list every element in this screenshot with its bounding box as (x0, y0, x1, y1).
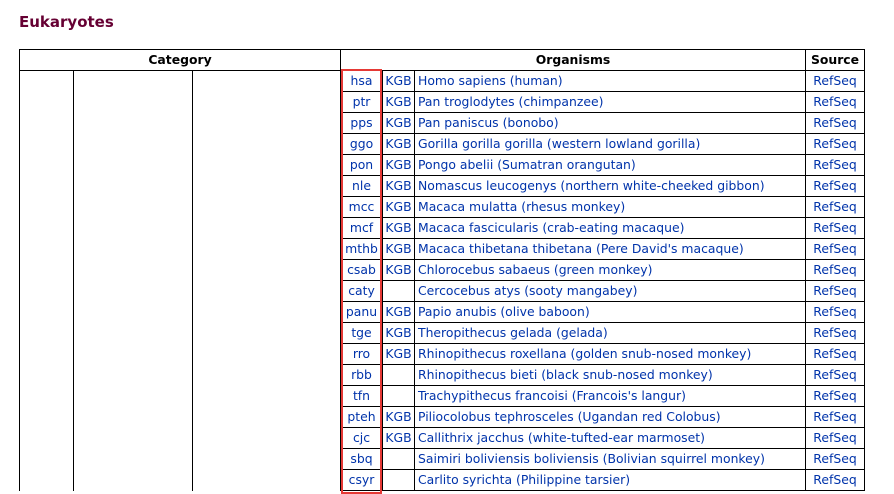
organism-code-link[interactable]: pps (350, 115, 373, 130)
kgb-link[interactable]: KGB (385, 178, 412, 193)
organism-code-cell (341, 281, 383, 302)
category-cell-1 (20, 344, 74, 365)
source-cell (806, 71, 865, 92)
source-cell (806, 386, 865, 407)
organism-name-link[interactable]: Carlito syrichta (Philippine tarsier) (418, 472, 631, 487)
category-cell-2 (74, 344, 193, 365)
source-cell (806, 449, 865, 470)
kgb-link[interactable]: KGB (385, 409, 412, 424)
source-cell (806, 365, 865, 386)
organism-code-cell (341, 323, 383, 344)
source-link[interactable]: RefSeq (813, 409, 857, 424)
organism-code-cell (341, 260, 383, 281)
kgb-cell (383, 134, 415, 155)
organism-code-cell (341, 428, 383, 449)
kgb-link[interactable]: KGB (385, 157, 412, 172)
organisms-header: Organisms (341, 50, 806, 71)
organism-name-link[interactable]: Gorilla gorilla gorilla (western lowland gorilla) (418, 136, 701, 151)
source-link[interactable]: RefSeq (813, 220, 857, 235)
source-cell (806, 113, 865, 134)
source-cell (806, 197, 865, 218)
organism-name-link[interactable]: Saimiri boliviensis boliviensis (Bolivian squirrel monkey) (418, 451, 765, 466)
organism-code-link[interactable]: tfn (352, 388, 371, 403)
source-cell (806, 302, 865, 323)
table-row (20, 281, 865, 302)
kgb-cell (383, 428, 415, 449)
source-link[interactable]: RefSeq (813, 451, 857, 466)
organism-name-link[interactable]: Callithrix jacchus (white-tufted-ear marmoset) (418, 430, 705, 445)
source-cell (806, 155, 865, 176)
kgb-link[interactable]: KGB (385, 220, 412, 235)
source-link[interactable]: RefSeq (813, 73, 857, 88)
table-row (20, 449, 865, 470)
organism-code-link[interactable]: cjc (352, 430, 371, 445)
organism-code-link[interactable]: mthb (345, 241, 378, 256)
kgb-link[interactable]: KGB (385, 199, 412, 214)
organism-code-cell (341, 239, 383, 260)
category-cell-3 (193, 71, 341, 92)
organism-code-link[interactable]: sbq (350, 451, 373, 466)
source-cell (806, 218, 865, 239)
source-link[interactable]: RefSeq (813, 367, 857, 382)
source-cell (806, 281, 865, 302)
organism-code-link[interactable]: tge (351, 325, 372, 340)
table-row (20, 323, 865, 344)
category-cell-3 (193, 134, 341, 155)
organism-code-link[interactable]: rro (352, 346, 371, 361)
table-row (20, 113, 865, 134)
kgb-cell (383, 176, 415, 197)
category-cell-3 (193, 302, 341, 323)
category-cell-3 (193, 155, 341, 176)
organism-name-cell (415, 197, 806, 218)
organism-name-link[interactable]: Pan troglodytes (chimpanzee) (418, 94, 604, 109)
category-cell-3 (193, 92, 341, 113)
organism-name-link[interactable]: Pongo abelii (Sumatran orangutan) (418, 157, 636, 172)
source-link[interactable]: RefSeq (813, 388, 857, 403)
category-cell-3 (193, 344, 341, 365)
organism-code-link[interactable]: mcc (348, 199, 375, 214)
category-cell-3 (193, 218, 341, 239)
organism-name-link[interactable]: Papio anubis (olive baboon) (418, 304, 590, 319)
organism-code-cell (341, 92, 383, 113)
source-link[interactable]: RefSeq (813, 283, 857, 298)
category-cell-3 (193, 449, 341, 470)
organism-code-cell (341, 386, 383, 407)
source-header: Source (806, 50, 865, 71)
kgb-cell (383, 449, 415, 470)
organism-code-link[interactable]: pon (349, 157, 374, 172)
category-cell-2 (74, 71, 193, 92)
category-cell-3 (193, 386, 341, 407)
organism-code-cell (341, 218, 383, 239)
organism-code-link[interactable]: mcf (349, 220, 374, 235)
category-cell-1 (20, 239, 74, 260)
organism-code-link[interactable]: rbb (351, 367, 372, 382)
category-cell-2 (74, 239, 193, 260)
category-cell-3 (193, 176, 341, 197)
organism-code-link[interactable]: csyr (348, 472, 375, 487)
category-cell-3 (193, 470, 341, 491)
source-link[interactable]: RefSeq (813, 94, 857, 109)
organism-code-cell (341, 449, 383, 470)
kgb-link[interactable]: KGB (385, 94, 412, 109)
table-row (20, 176, 865, 197)
organism-code-link[interactable]: ggo (349, 136, 374, 151)
organism-code-cell (341, 302, 383, 323)
kgb-cell (383, 281, 415, 302)
category-cell-1 (20, 197, 74, 218)
organism-name-cell (415, 470, 806, 491)
organism-name-link[interactable]: Rhinopithecus roxellana (golden snub-nosed monkey) (418, 346, 752, 361)
kgb-link[interactable]: KGB (385, 241, 412, 256)
category-cell-3 (193, 260, 341, 281)
category-cell-2 (74, 260, 193, 281)
category-cell-2 (74, 449, 193, 470)
organism-name-link[interactable]: Cercocebus atys (sooty mangabey) (418, 283, 638, 298)
source-cell (806, 470, 865, 491)
kgb-cell (383, 260, 415, 281)
category-cell-2 (74, 281, 193, 302)
source-cell (806, 239, 865, 260)
organism-name-cell (415, 113, 806, 134)
category-cell-2 (74, 470, 193, 491)
kgb-cell (383, 239, 415, 260)
organism-name-cell (415, 323, 806, 344)
source-cell (806, 176, 865, 197)
organism-code-link[interactable]: panu (345, 304, 378, 319)
category-cell-1 (20, 323, 74, 344)
table-row (20, 260, 865, 281)
organism-code-cell (341, 344, 383, 365)
organism-name-link[interactable]: Chlorocebus sabaeus (green monkey) (418, 262, 653, 277)
category-cell-1 (20, 134, 74, 155)
category-cell-3 (193, 113, 341, 134)
table-row (20, 239, 865, 260)
category-cell-1 (20, 92, 74, 113)
category-cell-2 (74, 92, 193, 113)
category-cell-1 (20, 176, 74, 197)
kgb-cell (383, 155, 415, 176)
source-cell (806, 323, 865, 344)
category-cell-3 (193, 197, 341, 218)
category-cell-3 (193, 323, 341, 344)
organism-name-cell (415, 281, 806, 302)
kgb-link[interactable]: KGB (385, 346, 412, 361)
organism-name-cell (415, 386, 806, 407)
category-cell-3 (193, 281, 341, 302)
category-cell-1 (20, 155, 74, 176)
table-header-row (20, 50, 865, 71)
source-link[interactable]: RefSeq (813, 304, 857, 319)
organism-name-link[interactable]: Piliocolobus tephrosceles (Ugandan red Colobus) (418, 409, 721, 424)
category-cell-1 (20, 407, 74, 428)
organism-name-cell (415, 155, 806, 176)
source-link[interactable]: RefSeq (813, 346, 857, 361)
category-cell-2 (74, 197, 193, 218)
kgb-cell (383, 365, 415, 386)
kgb-cell (383, 470, 415, 491)
category-cell-1 (20, 365, 74, 386)
category-cell-1 (20, 218, 74, 239)
category-cell-1 (20, 113, 74, 134)
organism-code-cell (341, 470, 383, 491)
organism-code-cell (341, 155, 383, 176)
table-row (20, 92, 865, 113)
source-cell (806, 92, 865, 113)
organism-name-link[interactable]: Macaca mulatta (rhesus monkey) (418, 199, 626, 214)
source-link[interactable]: RefSeq (813, 262, 857, 277)
organism-name-link[interactable]: Macaca thibetana thibetana (Pere David's macaque) (418, 241, 744, 256)
organism-name-cell (415, 260, 806, 281)
table-row (20, 386, 865, 407)
source-cell (806, 428, 865, 449)
organism-code-link[interactable]: nle (352, 178, 371, 193)
table-row (20, 155, 865, 176)
source-link[interactable]: RefSeq (813, 136, 857, 151)
source-cell (806, 260, 865, 281)
source-cell (806, 344, 865, 365)
organism-code-link[interactable]: caty (348, 283, 375, 298)
kgb-cell (383, 113, 415, 134)
kgb-link[interactable]: KGB (385, 262, 412, 277)
category-cell-3 (193, 365, 341, 386)
category-cell-1 (20, 449, 74, 470)
kgb-cell (383, 302, 415, 323)
source-link[interactable]: RefSeq (813, 178, 857, 193)
category-cell-2 (74, 323, 193, 344)
kgb-cell (383, 344, 415, 365)
organism-code-cell (341, 71, 383, 92)
kgb-link[interactable]: KGB (385, 136, 412, 151)
category-cell-3 (193, 407, 341, 428)
organism-name-cell (415, 176, 806, 197)
source-cell (806, 134, 865, 155)
source-link[interactable]: RefSeq (813, 430, 857, 445)
organism-code-cell (341, 407, 383, 428)
organism-code-cell (341, 113, 383, 134)
category-cell-3 (193, 428, 341, 449)
category-cell-2 (74, 218, 193, 239)
source-link[interactable]: RefSeq (813, 241, 857, 256)
category-cell-1 (20, 302, 74, 323)
table-row (20, 71, 865, 92)
organism-code-link[interactable]: hsa (350, 73, 373, 88)
category-cell-1 (20, 281, 74, 302)
kgb-cell (383, 71, 415, 92)
table-row (20, 344, 865, 365)
category-cell-2 (74, 134, 193, 155)
organism-code-cell (341, 197, 383, 218)
organism-code-cell (341, 176, 383, 197)
organism-code-link[interactable]: ptr (352, 94, 371, 109)
kgb-cell (383, 386, 415, 407)
table-row (20, 218, 865, 239)
organism-name-cell (415, 218, 806, 239)
kgb-link[interactable]: KGB (385, 73, 412, 88)
kgb-link[interactable]: KGB (385, 115, 412, 130)
source-link[interactable]: RefSeq (813, 115, 857, 130)
source-link[interactable]: RefSeq (813, 472, 857, 487)
kgb-link[interactable]: KGB (385, 304, 412, 319)
kgb-link[interactable]: KGB (385, 430, 412, 445)
category-cell-1 (20, 428, 74, 449)
source-link[interactable]: RefSeq (813, 157, 857, 172)
kgb-cell (383, 407, 415, 428)
kgb-link[interactable]: KGB (385, 325, 412, 340)
category-cell-1 (20, 260, 74, 281)
organism-name-cell (415, 134, 806, 155)
source-link[interactable]: RefSeq (813, 325, 857, 340)
organism-name-link[interactable]: Theropithecus gelada (gelada) (418, 325, 608, 340)
source-link[interactable]: RefSeq (813, 199, 857, 214)
organism-name-link[interactable]: Rhinopithecus bieti (black snub-nosed monkey) (418, 367, 713, 382)
organism-code-link[interactable]: csab (347, 262, 376, 277)
kgb-cell (383, 323, 415, 344)
category-cell-2 (74, 365, 193, 386)
category-cell-1 (20, 386, 74, 407)
organism-name-link[interactable]: Trachypithecus francoisi (Francois's langur) (418, 388, 686, 403)
table-row (20, 302, 865, 323)
source-cell (806, 407, 865, 428)
table-row (20, 470, 865, 491)
category-cell-1 (20, 71, 74, 92)
organism-name-cell (415, 71, 806, 92)
category-cell-2 (74, 113, 193, 134)
table-row (20, 365, 865, 386)
organism-name-cell (415, 92, 806, 113)
kgb-cell (383, 218, 415, 239)
category-cell-2 (74, 386, 193, 407)
organisms-table (19, 49, 865, 491)
organism-name-cell (415, 449, 806, 470)
organism-name-cell (415, 365, 806, 386)
category-cell-1 (20, 470, 74, 491)
organism-name-link[interactable]: Macaca fascicularis (crab-eating macaque) (418, 220, 685, 235)
table-row (20, 407, 865, 428)
table-row (20, 134, 865, 155)
table-row (20, 428, 865, 449)
organism-name-cell (415, 302, 806, 323)
organism-name-link[interactable]: Pan paniscus (bonobo) (418, 115, 559, 130)
organism-name-cell (415, 344, 806, 365)
category-cell-2 (74, 407, 193, 428)
kgb-cell (383, 92, 415, 113)
organism-code-link[interactable]: pteh (347, 409, 376, 424)
organism-name-link[interactable]: Nomascus leucogenys (northern white-cheeked gibbon) (418, 178, 765, 193)
organism-code-cell (341, 134, 383, 155)
kgb-cell (383, 197, 415, 218)
category-cell-2 (74, 302, 193, 323)
category-cell-3 (193, 239, 341, 260)
category-cell-2 (74, 176, 193, 197)
organism-name-cell (415, 239, 806, 260)
organism-name-cell (415, 428, 806, 449)
organism-name-cell (415, 407, 806, 428)
table-row (20, 197, 865, 218)
category-cell-2 (74, 428, 193, 449)
page-title: Eukaryotes (19, 13, 114, 31)
category-header: Category (20, 50, 341, 71)
organism-name-link[interactable]: Homo sapiens (human) (418, 73, 563, 88)
organism-code-cell (341, 365, 383, 386)
category-cell-2 (74, 155, 193, 176)
